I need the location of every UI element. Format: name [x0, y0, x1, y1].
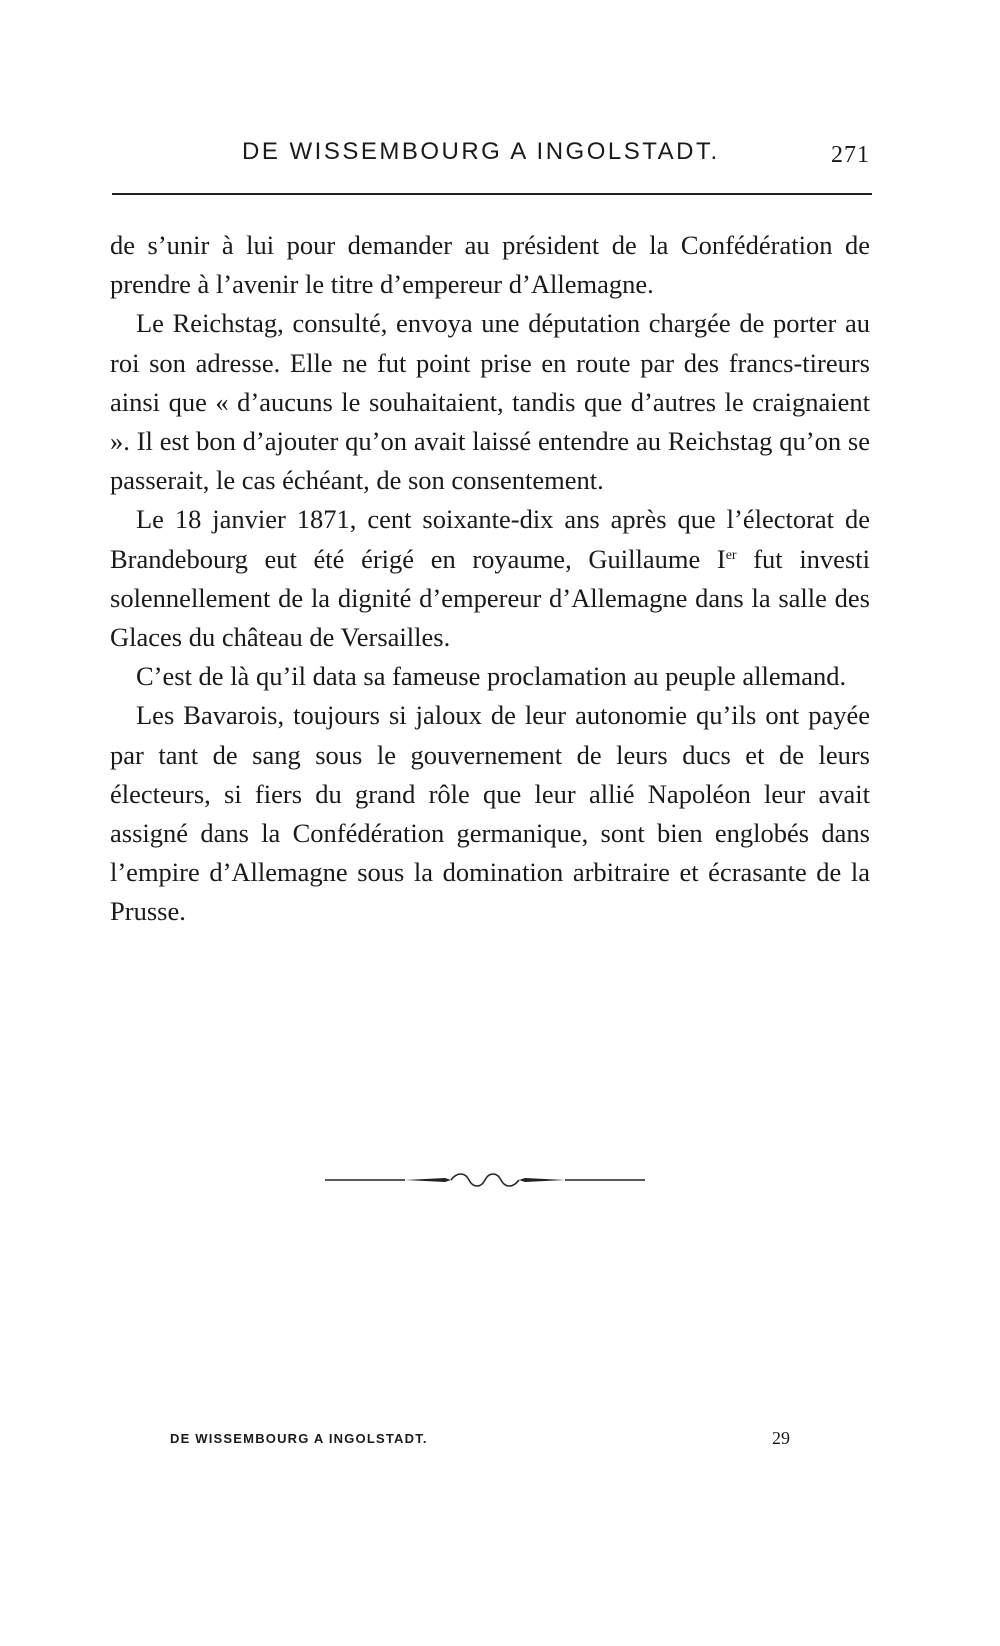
- superscript: er: [725, 547, 737, 563]
- paragraph: Le Reichstag, consulté, envoya une députation chargée de porter au roi son adresse. Elle ne fut point prise en route par des francs-tireurs ainsi que « d’aucuns le souhaitaient, tandis que d’autres le craignaient ». Il est bon d’ajouter qu’on avait laissé entendre au Reichstag qu’on se passerait, le cas échéant, de son consentement.: [110, 308, 870, 496]
- paragraph-text: fut investi solennellement de la dignité d’empereur d’Allemagne dans la salle des Glaces du château de Versailles.: [110, 543, 870, 653]
- paragraph: C’est de là qu’il data sa fameuse proclamation au peuple allemand.: [136, 661, 847, 692]
- signature-number: 29: [772, 1428, 790, 1448]
- paragraph: de s’unir à lui pour demander au président de la Confédération de prendre à l’avenir le titre d’empereur d’Allemagne.: [110, 230, 870, 300]
- printer-signature: [170, 1428, 810, 1457]
- paragraph: Les Bavarois, toujours si jaloux de leur autonomie qu’ils ont payée par tant de sang sous le gouvernement de leurs ducs et de leurs électeurs, si fiers du grand rôle que leur allié Napoléon leur avait assigné dans la Confédération germanique, sont bien englobés dans l’empire d’Allemagne sous la domination arbitraire et écrasante de la Prusse.: [110, 700, 870, 927]
- body-text: [110, 226, 870, 932]
- signature-title: DE WISSEMBOURG A INGOLSTADT.: [170, 1431, 428, 1446]
- paragraph-text: Le 18 janvier 1871, cent soixante-dix ans après que l’électorat de Brandebourg eut été érigé en royaume, Guillaume I: [110, 504, 870, 574]
- end-ornament: [325, 1170, 645, 1190]
- running-head: [110, 138, 880, 178]
- paragraph: [110, 500, 870, 657]
- page-number: 271: [831, 142, 870, 168]
- header-rule: [112, 193, 872, 195]
- running-title: DE WISSEMBOURG A INGOLSTADT.: [242, 138, 720, 165]
